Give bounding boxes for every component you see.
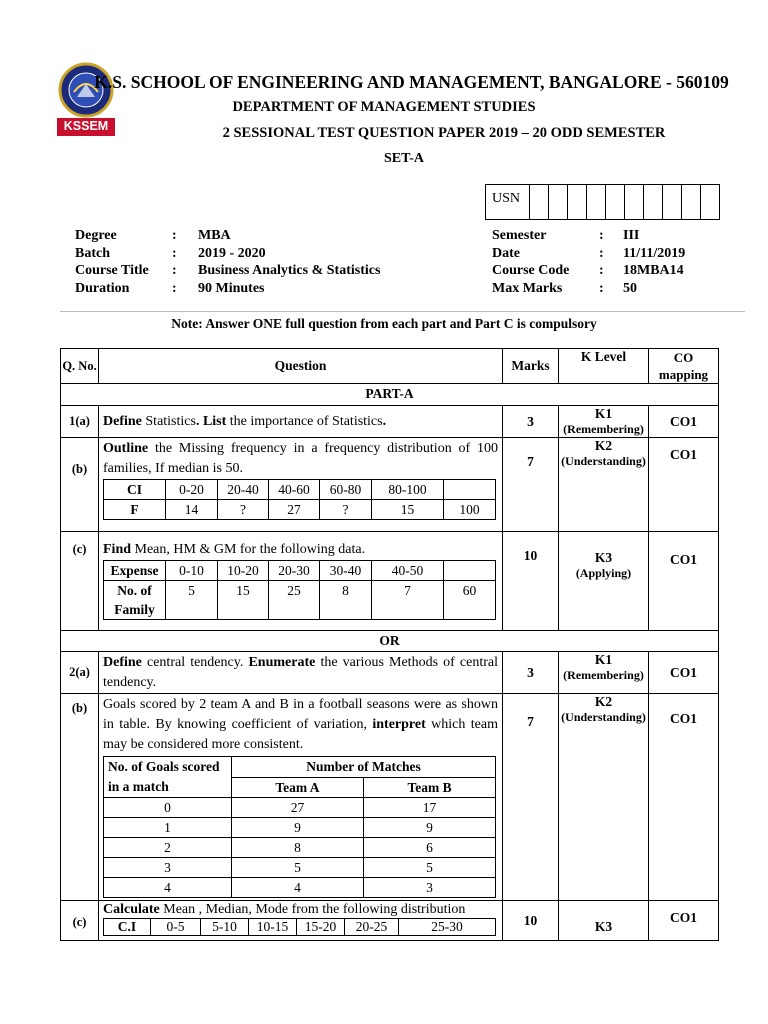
goals-header: No. of Goals scored in a match — [108, 759, 220, 794]
logo-text: KSSEM — [63, 119, 109, 133]
table-cell: 15-20 — [297, 919, 345, 936]
k-level-code: K2 — [594, 438, 613, 453]
k-level — [559, 694, 649, 901]
table-row — [104, 818, 496, 838]
info-row-degree — [75, 227, 380, 245]
question-text-part: Statistics — [141, 414, 196, 429]
table-cell: 9 — [232, 818, 364, 838]
table-cell: 3 — [104, 858, 232, 878]
info-colon: : — [599, 263, 604, 279]
question-verb: Define — [103, 655, 142, 670]
info-value: 11/11/2019 — [623, 245, 686, 261]
info-row-course-title — [75, 262, 380, 280]
info-key: Semester — [492, 228, 547, 243]
table-cell: 15 — [218, 581, 269, 620]
usn-box — [663, 185, 682, 219]
info-value: III — [623, 228, 640, 243]
info-colon: : — [172, 263, 177, 279]
section-row — [61, 631, 719, 652]
table-cell: ? — [218, 500, 269, 520]
question-number: 2(a) — [61, 652, 99, 694]
table-cell: 60-80 — [320, 480, 372, 500]
table-cell: 14 — [166, 500, 218, 520]
info-value: 2019 - 2020 — [198, 245, 266, 261]
usn-box — [625, 185, 644, 219]
usn-box — [587, 185, 606, 219]
question-verb: Outline — [103, 441, 149, 456]
usn-label: USN — [486, 185, 530, 219]
question-text-part: which team may be considered more consistent. — [103, 717, 499, 752]
table-cell: 5 — [166, 581, 218, 620]
school-name: K.S. SCHOOL OF ENGINEERING AND MANAGEMENT, BANGALORE - 560109 — [94, 72, 729, 92]
question-text — [99, 406, 503, 438]
table-row — [104, 581, 496, 620]
table-cell — [444, 561, 496, 581]
section-row — [61, 384, 719, 406]
table-cell: 0-5 — [151, 919, 201, 936]
table-cell: 80-100 — [372, 480, 444, 500]
question-row-2a — [61, 652, 719, 694]
info-key: Max Marks — [492, 281, 563, 297]
table-cell: ? — [320, 500, 372, 520]
paper-title: 2 SESSIONAL TEST QUESTION PAPER 2019 – 20 ODD SEMESTER — [222, 125, 666, 141]
table-cell: No. of Family — [104, 581, 166, 620]
info-colon: : — [172, 281, 177, 297]
question-text — [99, 532, 503, 631]
table-cell: Team B — [364, 777, 496, 798]
question-marks: 3 — [503, 652, 559, 694]
question-text-part: the various Methods of central tendency. — [103, 655, 498, 690]
department-name: DEPARTMENT OF MANAGEMENT STUDIES — [232, 99, 536, 115]
table-cell: 4 — [104, 878, 232, 898]
info-row-course-code — [492, 262, 685, 280]
question-verb: List — [199, 414, 227, 429]
table-row — [104, 561, 496, 581]
info-value: 18MBA14 — [623, 263, 684, 279]
divider — [60, 311, 745, 312]
table-cell: 8 — [320, 581, 372, 620]
table-row — [104, 858, 496, 878]
info-key: Batch — [75, 245, 110, 261]
table-row — [104, 878, 496, 898]
ci-table — [103, 918, 496, 936]
table-cell — [444, 480, 496, 500]
info-row-duration — [75, 280, 380, 298]
table-cell: Team A — [232, 777, 364, 798]
usn-box — [701, 185, 719, 219]
question-number: (b) — [61, 438, 99, 532]
table-cell: 2 — [104, 838, 232, 858]
question-verb: Find — [103, 542, 132, 557]
goals-table — [103, 756, 496, 898]
question-row-1c — [61, 532, 719, 631]
table-cell: 17 — [364, 798, 496, 818]
question-marks: 10 — [503, 901, 559, 941]
table-cell: 27 — [269, 500, 320, 520]
question-text — [99, 652, 503, 694]
question-text-part: Mean, HM & GM for the following data. — [131, 542, 366, 557]
k-level — [559, 438, 649, 532]
frequency-table — [103, 479, 496, 520]
table-cell: 20-25 — [345, 919, 399, 936]
info-row-batch — [75, 245, 380, 263]
co-mapping: CO1 — [649, 901, 719, 941]
info-value: 50 — [623, 281, 637, 297]
info-row-date — [492, 245, 685, 263]
info-key: Course Code — [492, 263, 570, 279]
k-level-code: K1 — [594, 406, 613, 421]
expense-table — [103, 560, 496, 620]
table-cell: 25-30 — [399, 919, 496, 936]
table-cell: 5 — [232, 858, 364, 878]
table-row — [104, 757, 496, 778]
table-cell: Number of Matches — [232, 757, 496, 778]
table-cell: 20-40 — [218, 480, 269, 500]
table-cell: 20-30 — [269, 561, 320, 581]
co-mapping: CO1 — [649, 406, 719, 438]
table-cell: 0 — [104, 798, 232, 818]
header-question: Question — [99, 349, 503, 384]
table-cell: 6 — [364, 838, 496, 858]
table-cell: 4 — [232, 878, 364, 898]
question-marks: 7 — [503, 694, 559, 901]
question-text-part: Mean , Median, Mode from the following distribution — [159, 902, 466, 917]
question-number: 1(a) — [61, 406, 99, 438]
question-punct: . — [195, 414, 200, 429]
usn-box — [530, 185, 549, 219]
question-punct: . — [382, 414, 387, 429]
table-cell: 3 — [364, 878, 496, 898]
k-level — [559, 532, 649, 631]
usn-box — [682, 185, 701, 219]
question-row-2c — [61, 901, 719, 941]
info-value: MBA — [198, 228, 231, 243]
table-row — [104, 500, 496, 520]
k-level — [559, 406, 649, 438]
co-mapping: CO1 — [649, 694, 719, 901]
instruction-note: Note: Answer ONE full question from each part and Part C is compulsory — [171, 316, 597, 331]
question-row-1b — [61, 438, 719, 532]
table-cell: CI — [104, 480, 166, 500]
usn-box — [549, 185, 568, 219]
table-cell: 0-10 — [166, 561, 218, 581]
info-colon: : — [172, 228, 177, 243]
question-verb: interpret — [372, 717, 426, 732]
table-cell: 5-10 — [201, 919, 249, 936]
question-number: (c) — [61, 532, 99, 631]
table-cell: 30-40 — [320, 561, 372, 581]
table-cell: 25 — [269, 581, 320, 620]
set-label: SET-A — [384, 151, 424, 166]
table-cell: 15 — [372, 500, 444, 520]
question-verb: Enumerate — [248, 655, 316, 670]
k-level-code: K3 — [594, 550, 613, 565]
table-cell — [104, 757, 232, 798]
k-level-code: K3 — [594, 919, 613, 934]
question-verb: Define — [103, 414, 142, 429]
info-colon: : — [172, 245, 177, 261]
k-level-desc: (Understanding) — [561, 710, 646, 724]
course-info-right — [492, 227, 685, 298]
question-row-1a — [61, 406, 719, 438]
question-text — [99, 438, 503, 532]
course-info-left — [75, 227, 380, 298]
k-level-code: K2 — [594, 694, 613, 709]
question-number: (c) — [61, 901, 99, 941]
question-marks: 10 — [503, 532, 559, 631]
info-key: Course Title — [75, 263, 149, 279]
co-mapping: CO1 — [649, 652, 719, 694]
question-table — [60, 348, 719, 941]
k-level-desc: (Remembering) — [563, 422, 644, 436]
k-level-desc: (Understanding) — [561, 454, 646, 468]
info-row-semester — [492, 227, 685, 245]
question-text-part: central tendency. — [141, 655, 249, 670]
or-label: OR — [61, 631, 719, 652]
table-cell: 9 — [364, 818, 496, 838]
table-cell: F — [104, 500, 166, 520]
k-level-code: K1 — [594, 652, 613, 667]
table-cell: 1 — [104, 818, 232, 838]
header-qno: Q. No. — [61, 349, 99, 384]
table-row — [104, 798, 496, 818]
table-row — [104, 919, 496, 936]
info-colon: : — [599, 245, 604, 261]
co-mapping: CO1 — [649, 438, 719, 532]
info-key: Degree — [75, 228, 117, 243]
question-marks: 7 — [503, 438, 559, 532]
info-row-max-marks — [492, 280, 685, 298]
usn-box — [644, 185, 663, 219]
question-text — [99, 694, 503, 901]
question-text-part: Goals scored by 2 team A and B in a football seasons were as shown in table. By knowing coefficient of variation, — [103, 697, 498, 732]
info-colon: : — [599, 281, 604, 297]
question-marks: 3 — [503, 406, 559, 438]
question-number: (b) — [61, 694, 99, 901]
table-cell: 10-15 — [249, 919, 297, 936]
k-level — [559, 652, 649, 694]
question-text-part: the Missing frequency in a frequency distribution of 100 families, If median is 50. — [103, 441, 498, 476]
table-cell: 40-50 — [372, 561, 444, 581]
k-level-desc: (Applying) — [575, 566, 632, 580]
info-key: Duration — [75, 281, 130, 297]
info-value: 90 Minutes — [198, 281, 265, 297]
table-cell: 100 — [444, 500, 496, 520]
co-mapping: CO1 — [649, 532, 719, 631]
info-key: Date — [492, 245, 520, 261]
table-cell: 8 — [232, 838, 364, 858]
header-k-level: K Level — [559, 349, 649, 384]
usn-box — [568, 185, 587, 219]
table-cell: Expense — [104, 561, 166, 581]
question-verb: Calculate — [103, 902, 160, 917]
table-cell: 40-60 — [269, 480, 320, 500]
table-cell: 0-20 — [166, 480, 218, 500]
table-cell: 5 — [364, 858, 496, 878]
info-value: Business Analytics & Statistics — [198, 263, 381, 279]
usn-field — [485, 184, 720, 220]
part-a-label: PART-A — [61, 384, 719, 406]
table-row — [104, 480, 496, 500]
table-header-row — [61, 349, 719, 384]
question-text — [99, 901, 503, 941]
header-co-mapping: CO mapping — [649, 349, 719, 384]
question-row-2b — [61, 694, 719, 901]
header-marks: Marks — [503, 349, 559, 384]
k-level — [559, 901, 649, 941]
table-row — [104, 838, 496, 858]
k-level-desc: (Remembering) — [563, 668, 644, 682]
info-colon: : — [599, 228, 604, 243]
table-cell: 27 — [232, 798, 364, 818]
table-cell: 60 — [444, 581, 496, 620]
question-text-part: the importance of Statistics — [226, 414, 383, 429]
table-cell: C.I — [104, 919, 151, 936]
table-cell: 10-20 — [218, 561, 269, 581]
table-cell: 7 — [372, 581, 444, 620]
usn-box — [606, 185, 625, 219]
